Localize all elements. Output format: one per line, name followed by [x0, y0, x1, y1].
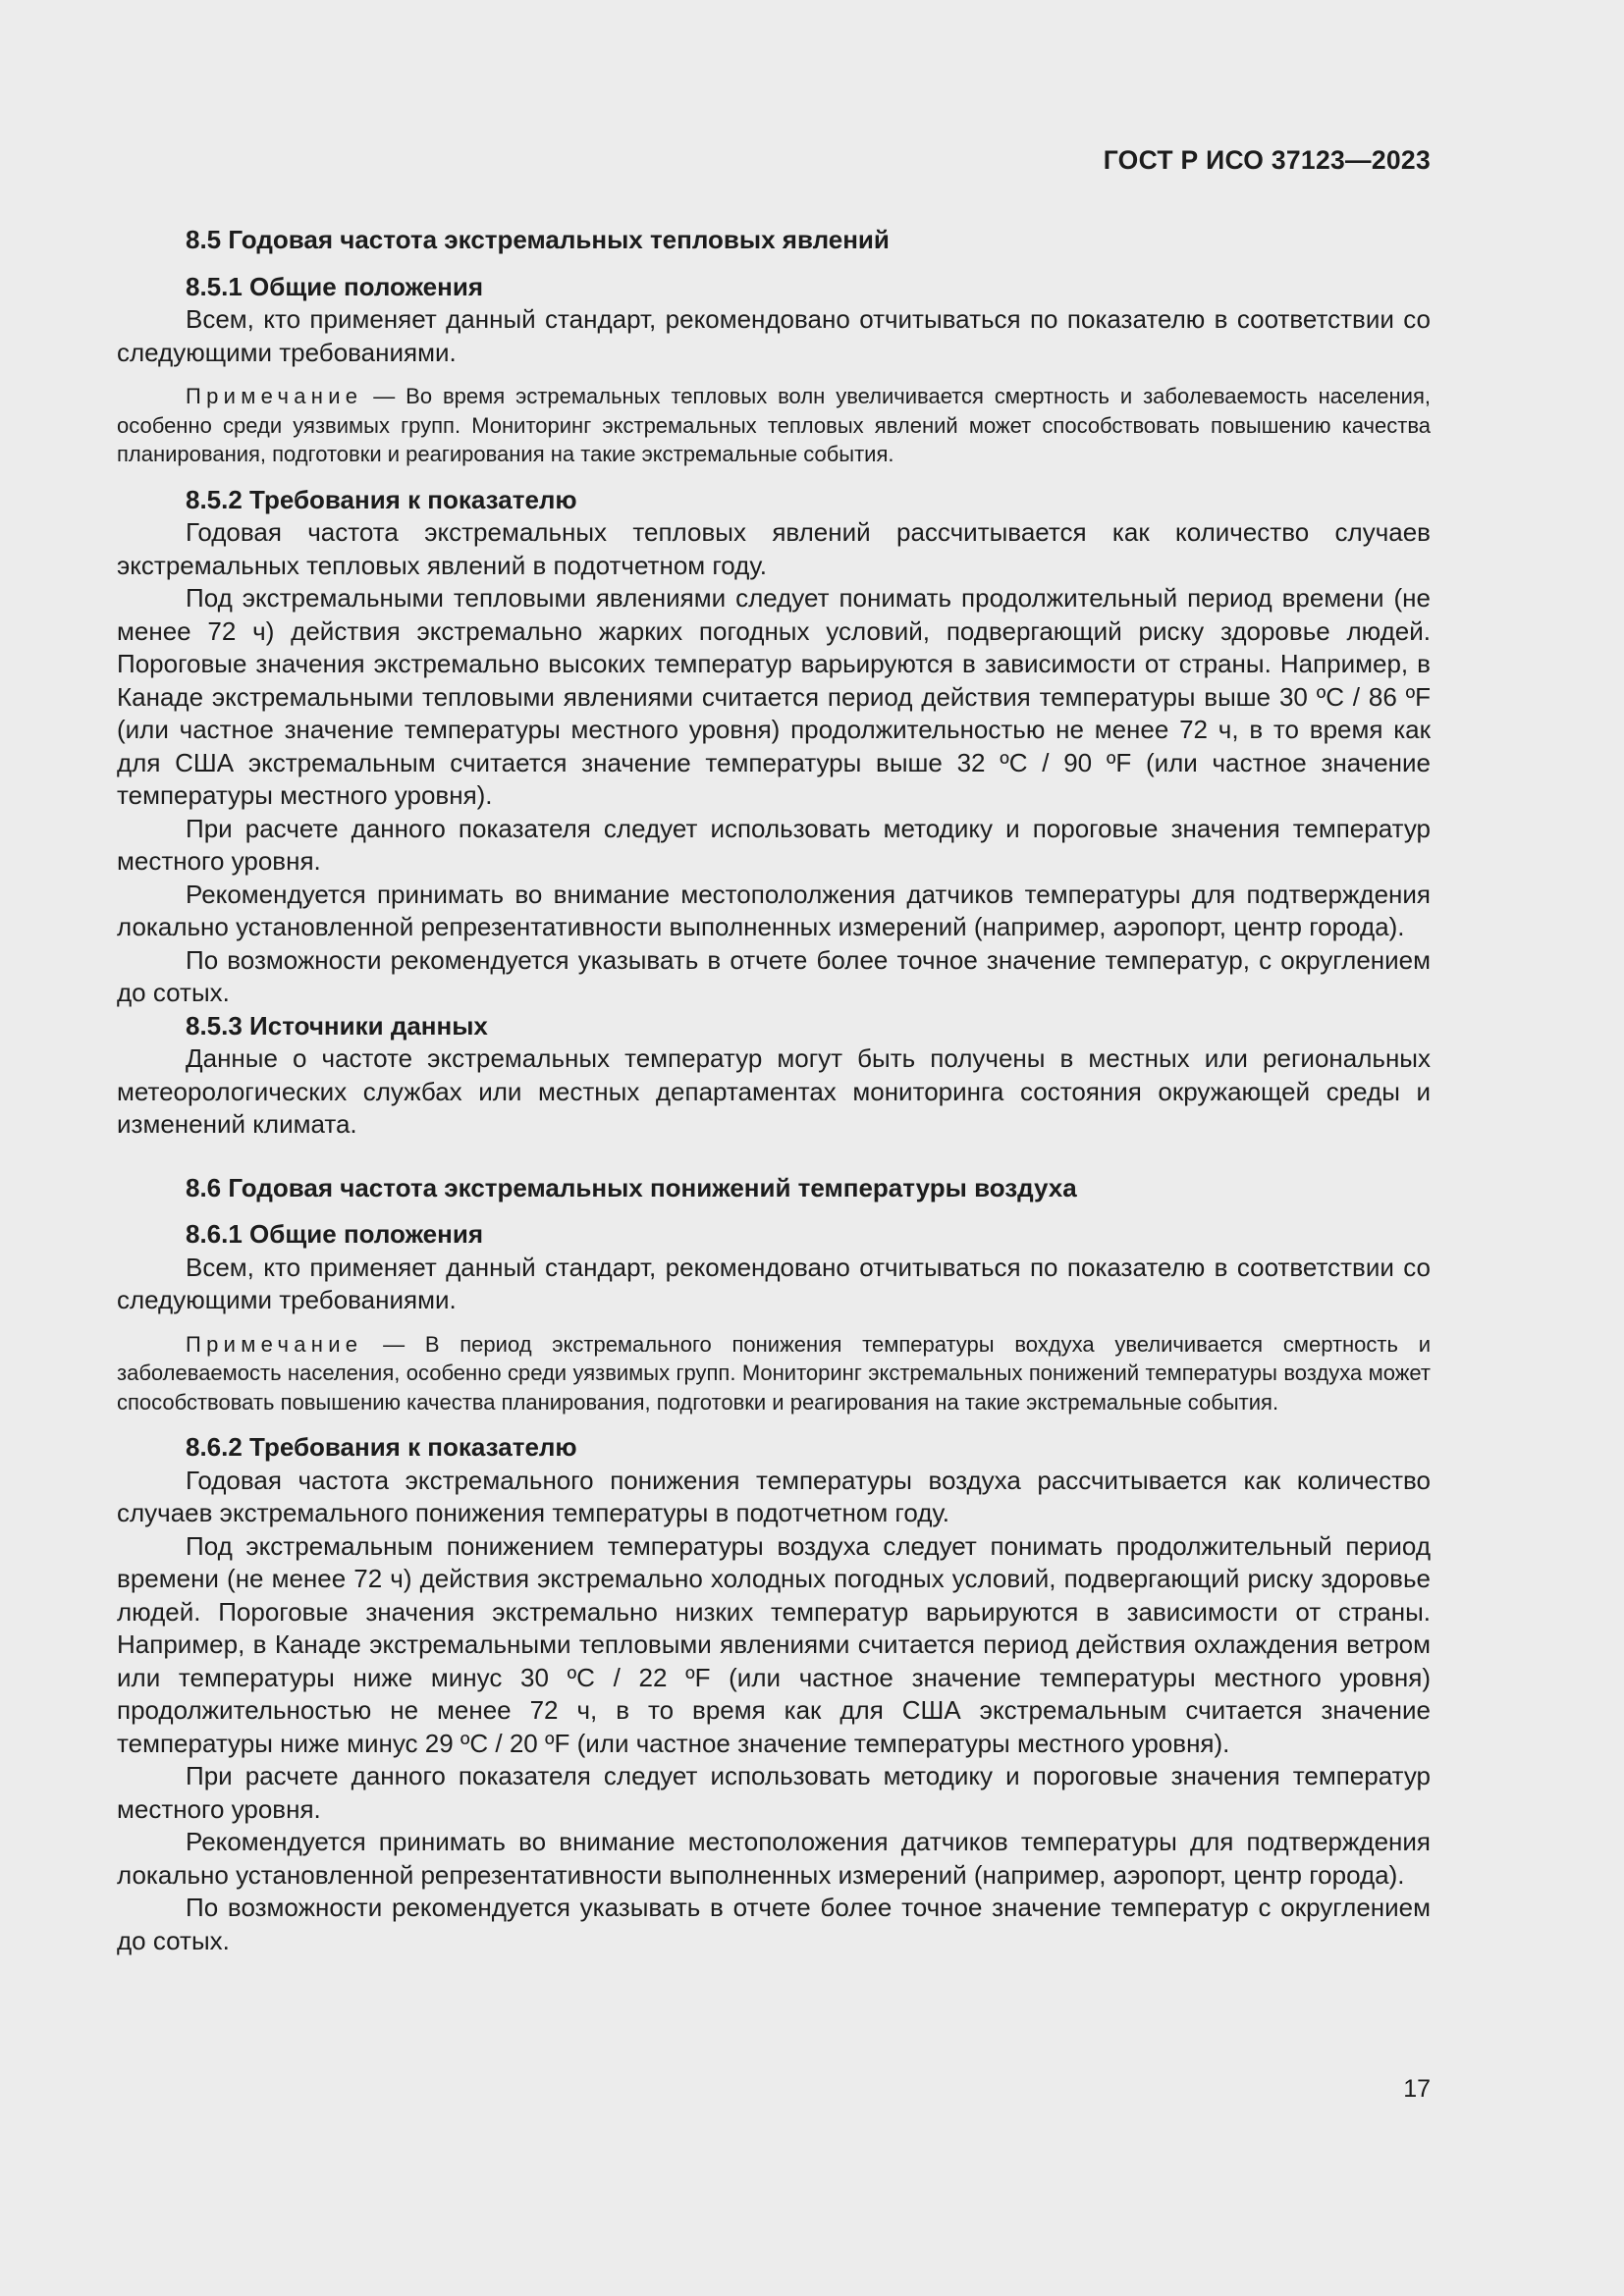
- section-gap: [117, 1142, 1431, 1172]
- note-text: — В период экстремального понижения температуры вохдуха увеличивается смертность и заболеваемость населения, особенно среди уязвимых групп. Мониторинг экстремальных понижений температуры воздуха может способствовать повышению качества планирования, подготовки и реагирования на такие экстремальные события.: [117, 1331, 1431, 1415]
- note-label: Примечание: [186, 1331, 363, 1357]
- page-content: [117, 224, 1431, 1957]
- section-8-6-1-title: 8.6.1 Общие положения: [186, 1219, 483, 1249]
- document-number-header: ГОСТ Р ИСО 37123—2023: [1103, 145, 1431, 175]
- document-page: [117, 0, 1431, 2296]
- section-8-6-1-paragraph: Всем, кто применяет данный стандарт, рекомендовано отчитываться по показателю в соответствии со следующими требованиями.: [117, 1252, 1431, 1314]
- section-8-5-1-title: 8.5.1 Общие положения: [186, 271, 483, 301]
- section-8-6-2-title: 8.6.2 Требования к показателю: [186, 1432, 577, 1462]
- section-8-5-1-note: [117, 382, 1431, 469]
- section-8-6-2-paragraph-3: При расчете данного показателя следует использовать методику и пороговые значения температур местного уровня.: [117, 1761, 1431, 1824]
- section-8-5-2-paragraph-4: Рекомендуется принимать во внимание местопололжения датчиков температуры для подтверждения локально установленной репрезентативности выполненных измерений (например, аэропорт, центр города).: [117, 879, 1431, 941]
- section-8-5-2-title: 8.5.2 Требования к показателю: [186, 484, 577, 514]
- section-8-6-2-paragraph-1: Годовая частота экстремального понижения температуры воздуха рассчитывается как количество случаев экстремального понижения температуры в подотчетном году.: [117, 1465, 1431, 1527]
- page-number: 17: [1403, 2075, 1431, 2103]
- section-8-5-2-paragraph-3: При расчете данного показателя следует использовать методику и пороговые значения температур местного уровня.: [117, 813, 1431, 876]
- section-8-5-2-paragraph-1: Годовая частота экстремальных тепловых явлений рассчитывается как количество случаев экстремальных тепловых явлений в подотчетном году.: [117, 517, 1431, 580]
- section-8-5-2-paragraph-2: Под экстремальными тепловыми явлениями следует понимать продолжительный период времени (не менее 72 ч) действия экстремально жарких погодных условий, подвергающий риску здоровье людей. Пороговые значения экстремально высоких температур варьируются в зависимости от страны. Например, в Канаде экстремальными тепловыми явлениями считается период действия температуры выше 30 ºC / 86 ºF (или частное значение температуры местного уровня) продолжительностью не менее 72 ч, в то время как для США экстремальным считается значение температуры выше 32 ºC / 90 ºF (или частное значение температуры местного уровня).: [117, 583, 1431, 810]
- section-8-6-2-paragraph-2: Под экстремальным понижением температуры воздуха следует понимать продолжительный период времени (не менее 72 ч) действия экстремально холодных погодных условий, подвергающий риску здоровье людей. Пороговые значения экстремально низких температур варьируются в зависимости от страны. Например, в Канаде экстремальными тепловыми явлениями считается период действия охлаждения ветром или температуры ниже минус 30 ºC / 22 ºF (или частное значение температуры местного уровня) продолжительностью не менее 72 ч, в то время как для США экстремальным считается значение температуры ниже минус 29 ºC / 20 ºF (или частное значение температуры местного уровня).: [117, 1530, 1431, 1758]
- section-8-6-2-paragraph-5: По возможности рекомендуется указывать в отчете более точное значение температур с округлением до сотых.: [117, 1893, 1431, 1955]
- note-label: Примечание: [186, 384, 363, 408]
- section-8-5-3-paragraph: Данные о частоте экстремальных температур могут быть получены в местных или региональных метеорологических службах или местных департаментах мониторинга состояния окружающей среды и изменений климата.: [117, 1043, 1431, 1139]
- section-8-6-1-note: [117, 1330, 1431, 1417]
- section-8-5-2-paragraph-5: По возможности рекомендуется указывать в отчете более точное значение температур, с округлением до сотых.: [117, 944, 1431, 1007]
- section-8-5-3-title: 8.5.3 Источники данных: [186, 1010, 488, 1041]
- section-8-6-title: 8.6 Годовая частота экстремальных понижений температуры воздуха: [186, 1172, 1077, 1202]
- section-8-5-1-paragraph: Всем, кто применяет данный стандарт, рекомендовано отчитываться по показателю в соответствии со следующими требованиями.: [117, 304, 1431, 367]
- note-text: — Во время эстремальных тепловых волн увеличивается смертность и заболеваемость населения, особенно среди уязвимых групп. Мониторинг экстремальных тепловых явлений может способствовать повышению качества планирования, подготовки и реагирования на такие экстремальные события.: [117, 384, 1431, 466]
- section-8-6-2-paragraph-4: Рекомендуется принимать во внимание местоположения датчиков температуры для подтверждения локально установленной репрезентативности выполненных измерений (например, аэропорт, центр города).: [117, 1827, 1431, 1890]
- section-8-5-title: 8.5 Годовая частота экстремальных тепловых явлений: [186, 225, 890, 254]
